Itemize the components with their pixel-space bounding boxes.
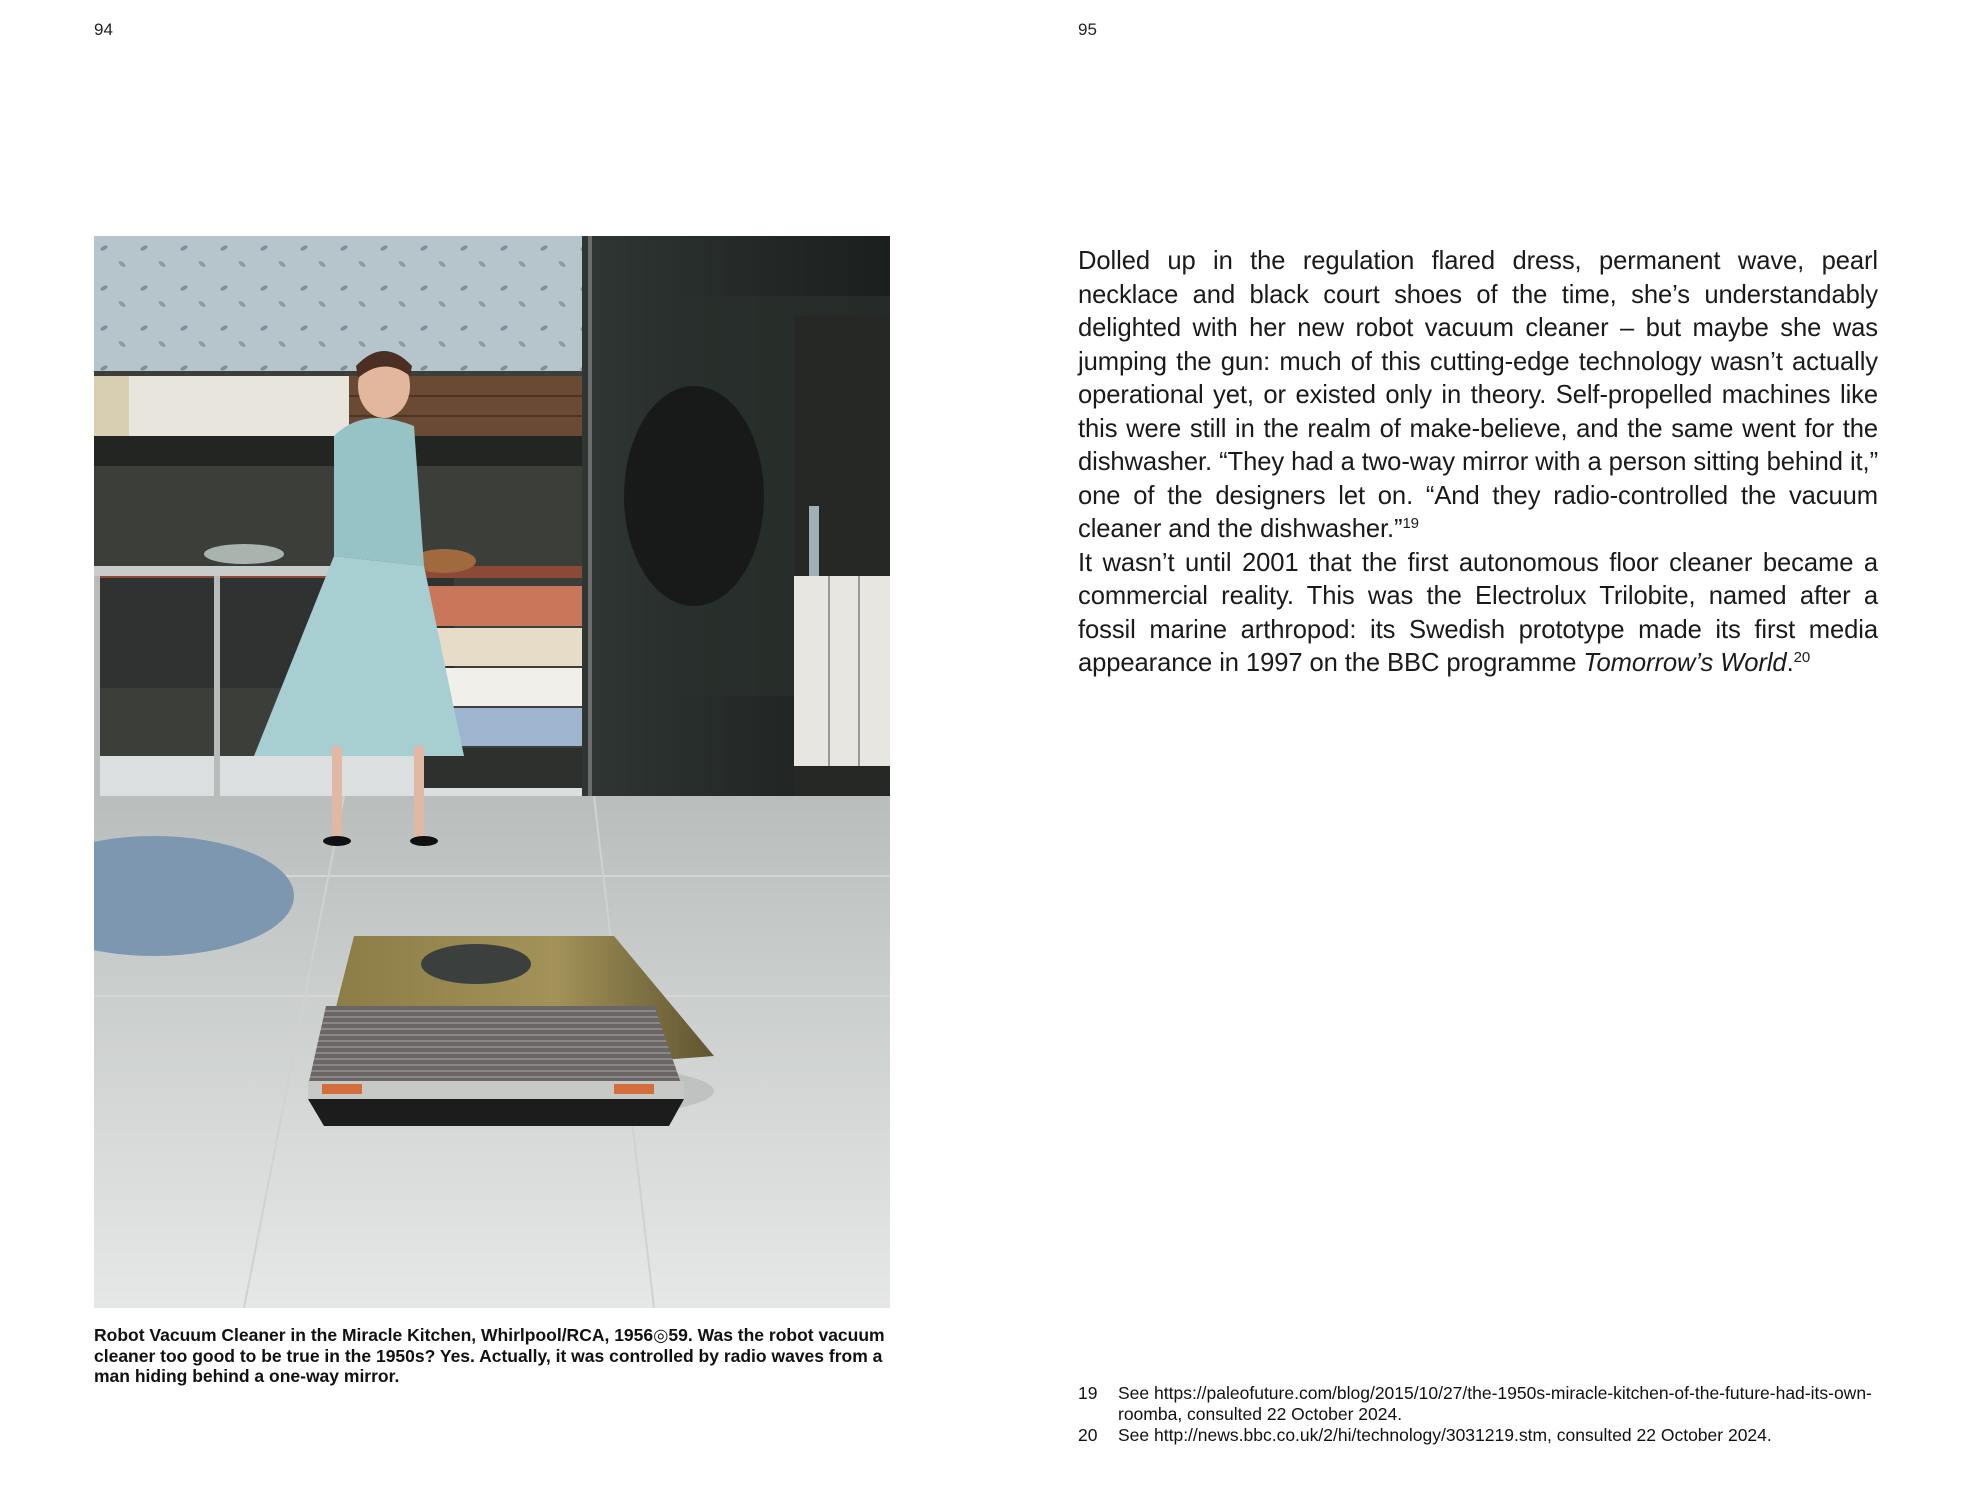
- paragraph-1-text: Dolled up in the regulation flared dress, permanent wave, pearl necklace and black court shoes of the time, she’s understandably delighted with her new robot vacuum cleaner – but maybe she was jumping the gun: much of this cutting-edge technology wasn’t actually operational yet, or existed only in theory. Self-propelled machines like this were still in the realm of make-believe, and the same went for the dishwasher. “They had a two-way mirror with a person sitting behind it,” one of the designers let on. “And they radio-controlled the vacuum cleaner and the dishwasher.”: [1078, 247, 1878, 543]
- kitchen-photo: [94, 236, 890, 1308]
- footnote-20: [1078, 1425, 1878, 1446]
- paragraph-1: [1078, 245, 1878, 547]
- body-text: [1078, 245, 1878, 681]
- footnote-ref-19: 19: [1402, 515, 1419, 532]
- footnote-text: See http://news.bbc.co.uk/2/hi/technology/3031219.stm, consulted 22 October 2024.: [1118, 1425, 1772, 1445]
- page-number-right: 95: [1078, 20, 1097, 39]
- paragraph-2-text: It wasn’t until 2001 that the first autonomous floor cleaner became a commercial reality. This was the Electrolux Trilobite, named after a fossil marine arthropod: its Swedish prototype made its first media appearance in 1997 on the BBC programme: [1078, 548, 1878, 677]
- footnote-text: See https://paleofuture.com/blog/2015/10/27/the-1950s-miracle-kitchen-of-the-future-had-its-own-roomba, consulted 22 October 2024.: [1118, 1383, 1872, 1424]
- footnote-number: 19: [1078, 1383, 1098, 1403]
- footnote-19: [1078, 1383, 1878, 1425]
- paragraph-2: [1078, 547, 1878, 681]
- footnotes: [1078, 1383, 1878, 1446]
- figure-caption: Robot Vacuum Cleaner in the Miracle Kitchen, Whirlpool/RCA, 1956◎59. Was the robot vacuum cleaner too good to be true in the 1950s? Yes. Actually, it was controlled by radio waves from a man hiding behind a one-way mirror.: [94, 1325, 885, 1386]
- footnote-number: 20: [1078, 1425, 1098, 1445]
- page-number-left: 94: [94, 20, 113, 39]
- programme-title: Tomorrow’s World: [1583, 649, 1787, 677]
- footnote-ref-20: 20: [1793, 649, 1811, 666]
- paragraph-2-end: .: [1786, 649, 1794, 677]
